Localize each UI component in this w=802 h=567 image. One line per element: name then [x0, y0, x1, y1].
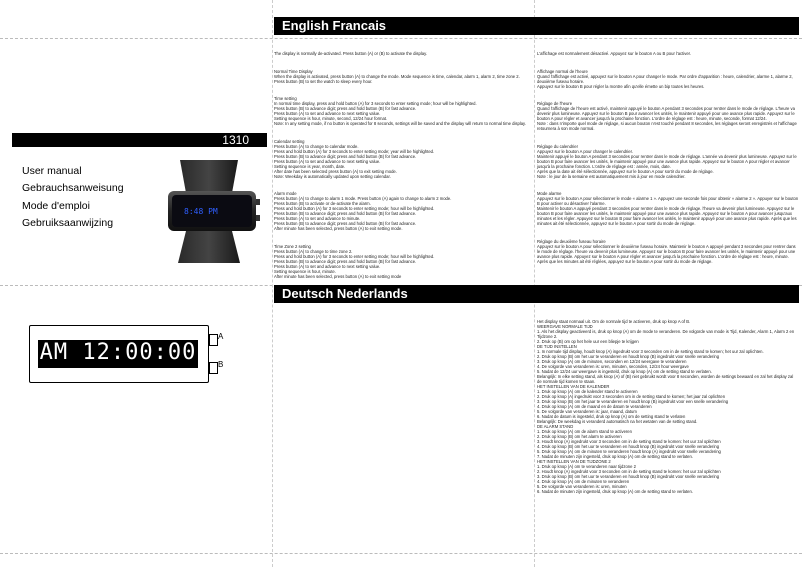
fold-line-top: [0, 38, 802, 39]
watch-image: [160, 155, 270, 265]
francais-paragraph: L'affichage est normalement désactivé. Appuyez sur le bouton A ou B pour l'activer.: [537, 51, 691, 56]
lcd-time-display: AM 12:00:00: [38, 340, 198, 368]
fold-line-vertical-left: [272, 0, 273, 567]
francais-paragraph: Affichage normal de l'heure Quand l'affichage est activé, appuyez sur le bouton A pour changer le mode. Par ordre d'apparition : heure, calendrier, alarme 1, alarme 2, deuxième fuseau horaire. Appuyez sur le bouton B pour régler la montre afin qu'elle émette un bip toutes les heures.: [537, 68, 793, 89]
francais-paragraph: Réglage du calendrier Appuyez sur le bouton A pour changer le calendrier. Maintenir appuyé le bouton A pendant 3 secondes pour rentrer dans le mode de réglage. L'année va devenir plus lumineuse. Appuyez sur le bouton B pour faire avancer les unités, le maintenir appuyé pour une avance plus rapide. Appuyez sur le bouton A pour régler et avancer jusqu'à la prochaine fonction. L'ordre de réglage est : année, mois, date. Après que la date ait été sélectionnée, appuyez sur le bouton A pour sortir du mode de réglage. Note : le jour de la semaine est automatiquement mis à jour en mode calendrier.: [537, 143, 797, 179]
francais-paragraph: Réglage de l'heure Quand l'affichage de l'heure est activé, maintenir appuyé le bouton A pendant 3 secondes pour rentrer dans le mode de réglage. L'heure va devenir plus lumineuse. Appuyez sur le bouton B pour avancer les unités, le maintenir appuyé pour une avance plus rapide. Appuyez sur le bouton A pour régler et avancer jusqu'à la prochaine fonction. L'ordre de réglage est : heure, minute, seconde, format 12/24. Note : dans n'importe quel mode de réglage, si aucun bouton n'est touché pendant 8 secondes, les réglages seront enregistrés et l'affichage retournera à son mode normal.: [537, 101, 797, 132]
francais-paragraph: Réglage du deuxième fuseau horaire Appuyez sur le bouton A pour sélectionner le deuxième fuseau horaire. Maintenir le bouton A appuyé pendant 3 secondes pour rentrer dans le mode de réglage. l'heure va devenir plus lumineuse. Appuyez sur le bouton B pour faire avancer les unités, le maintenir appuyé pour une avance plus rapide. Appuyez sur le bouton A pour régler et avancer jusqu'à la prochaine fonction. L'ordre de réglage est : heure, minute. Après que les minutes ait été réglées, appuyez sur le bouton A pour sortir du mode de réglage.: [537, 238, 796, 264]
section-banner-english-francais: [274, 17, 799, 35]
lcd-diagram-frame: [29, 325, 209, 383]
english-paragraph: Alarm mode Press button (A) to change to alarm 1 mode. Press button (A) again to change to alarm 2 mode. Press button (B) to activate or de-activate the alarm. Press and hold button (A) for 3 seconds to enter setting mode; hour will be highlighted. Press button (B) to advance digit; press and hold button (B) for fast advance. Press button (A) to set and advance to minute. Press button (B) to advance digit; press and hold button (B) for fast advance. After minute has been selected, press button (A) to exit setting mode.: [274, 191, 452, 232]
button-b-label: B: [218, 360, 224, 369]
title-dutch: Gebruiksaanwijzing: [22, 217, 114, 230]
section-banner-deutsch-nederlands: [274, 285, 799, 303]
title-english: User manual: [22, 165, 82, 177]
banner-title: Deutsch Nederlands: [282, 286, 408, 301]
english-paragraph: Time setting In normal time display, press and hold button (A) for 3 seconds to enter setting mode; hour will be highlighted. Press button (B) to advance digit; press and hold button (B) for fast advance. Press button (A) to set and advance to next setting value. Setting sequence is hour, minute, second, 12/24 hour format. Note: In any setting mode, if no button is operated for 8 seconds, settings will be saved and the display will return to normal time display.: [274, 96, 527, 127]
francais-paragraph: Mode alarme Appuyez sur le bouton A pour sélectionner le mode « alarme 1 ». Appuyez une seconde fois pour obtenir « alarme 2 ». Appuyer sur le bouton B pour activer ou désactiver l'alarme. Maintenir le bouton A appuyé pendant 3 secondes pour rentrer dans le mode de réglage. l'heure va devenir plus lumineuse. Appuyez sur le bouton B pour faire avancer les unités, le maintenir appuyé pour une avance plus rapide. Appuyez sur le bouton A pour avancer jusqu'aux minutes et les régler. Appuyez sur le bouton B pour faire avancer les unités, le maintenir appuyé pour une avance plus rapide. Après que les minutes ait été sélectionnée, appuyez sur le bouton A pour sortir du mode de réglage.: [537, 191, 799, 227]
english-paragraph: Calendar setting Press button (A) to change to calendar mode. Press and hold button (A) for 3 seconds to enter setting mode; year will be highlighted. Press button (B) to advance digit; press and hold button (B) for fast advance. Press button (A) to set and advance to next setting value. Setting sequence is year, month, date. After date has been selected press button (A) to exit setting mode. Note: Weekday is automatically updated upon setting calendar.: [274, 138, 435, 179]
watch-strap-top: [180, 160, 238, 193]
fold-line-bottom: [0, 553, 802, 554]
fold-line-vertical-center: [534, 0, 535, 567]
watch-strap-bottom: [178, 231, 240, 263]
button-a-shape: [209, 334, 218, 346]
english-paragraph: Time Zone 2 setting Press button (A) to change to time zone 2. Press and hold button (A) for 3 seconds to enter setting mode; hour will be highlighted. Press button (B) to advance digit; press and hold button (B) for fast advance. Press button (A) to set and advance to next setting value. Setting sequence is hour, minute. After minute has been selected, press button (A) to exit setting mode: [274, 243, 435, 279]
english-column: [274, 41, 530, 281]
nederlands-paragraph: Het display staat normaal uit. Om de normale tijd te activeren, druk op knop A of B. WEERGAVE NORMALE TIJD 1. Als het display geactiveerd is, druk op knop (A) om de mode te veranderen. De volgorde van mode is Tijd, Kalender, Alarm 1, Alarm 2 en Tijdzone 2. 2. Druk op (B) om op het hele uur een bliepje te krijgen DE TIJD INSTELLEN 1. In normale tijd display, houdt knop (A) ingedrukt voor 3 seconden om in de setting stand te komen; het uur zal oplichten. 2. Druk op knop (B) om het uur te veranderen en houdt knop (B) ingedrukt voor snelle verandering 3. Druk op knop (A) om de minuten, seconden en 12/24 weergave te veranderen 4. De volgorde van veranderen is: uren, minuten, seconden, 12/24 hour weergave 5. Nadat de 12/24 uur weergave is ingesteld, druk op knop (A) om de setting stand te verlaten. Belangrijk: In elke setting stand, als knop (A) of (B) niet gebruikt wordt voor 8 seconden, worden de settings bewaard en zal het display zal de normale tijd komen te staan. HET INSTELLEN VAN DE KALENDER 1. Druk op knop (A) om de kalender stand te activeren 2. Druk op knop (A) ingedrukt voor 3 seconden om in de setting stand te komen; het jaar zal oplichten 3. Druk op knop (B) om het jaar te veranderen en houdt knop (B) ingedrukt voor een snelle verandering 4. Druk op knop (A) om de maand en de datum te veranderen 5. De volgorde van veranderen is: jaar, maand, datum 6. Nadat de datum is ingesteld, druk op knop (A) om de setting stand te verlaten Belangrijk: De weekdag is veranderd automatisch na het wetaten van de setting stand. DE ALARM STAND 1. Druk op knop (A) om de alarm stand te activeren 2. Druk op knop (B) om het alarm te activeren 3. Houdt knop (A) ingedrukt voor 3 seconden om in de setting stand te komen: het uur zal oplichten 4. Druk op knop (B) om het uur te veranderen en houdt knop (B) ingedrukt voor snelle verandering 5. Druk op knop (A) om de minuten te veranderen houdt knop (A) ingedrukt voor snelle verandering 7. Nadat de minuten zijn ingesteld, druk op knop (A) om de setting stand te verlaten. HET INSTELLEN VAN DE TIJDZONE 2 1. Druk op knop (A) om te veranderen naar tijdzone 2 2. Houdt knop (A) ingedrukt voor 3 seconden om in de setting stand te komen: het uur zal oplichten 3. Druk op knop (B) om het uur te veranderen en houdt knop (B) ingedrukt voor snelle verandering 4. Druk op knop (A) om de minuten te veranderen 5. De volgorde van veranderen is: uren, minuten 6. Nadat de minuten zijn ingesteld, druk op knop (A) om de setting stand te verlaten.: [537, 319, 795, 494]
model-number: 1310: [222, 133, 249, 147]
nederlands-column: [537, 309, 799, 549]
english-paragraph: The display is normally de-activated. Press button (A) or (B) to activate the display.: [274, 51, 428, 56]
title-french: Mode d'emploi: [22, 199, 90, 212]
english-paragraph: Normal Time Display When the display is activated, press button (A) to change the mode. Mode sequence is time, calendar, alarm 1, alarm 2, time zone 2. Press button (B) to set the watch to sleep every hour.: [274, 68, 520, 84]
button-a-label: A: [218, 332, 224, 341]
francais-column: [537, 41, 799, 281]
manual-title-list: [22, 163, 172, 233]
banner-title: English Francais: [282, 18, 387, 33]
watch-display-text: 8:48 PM: [184, 207, 218, 216]
title-german: Gebrauchsanweisung: [22, 182, 124, 195]
model-bar: [12, 133, 267, 147]
button-b-shape: [209, 362, 218, 374]
